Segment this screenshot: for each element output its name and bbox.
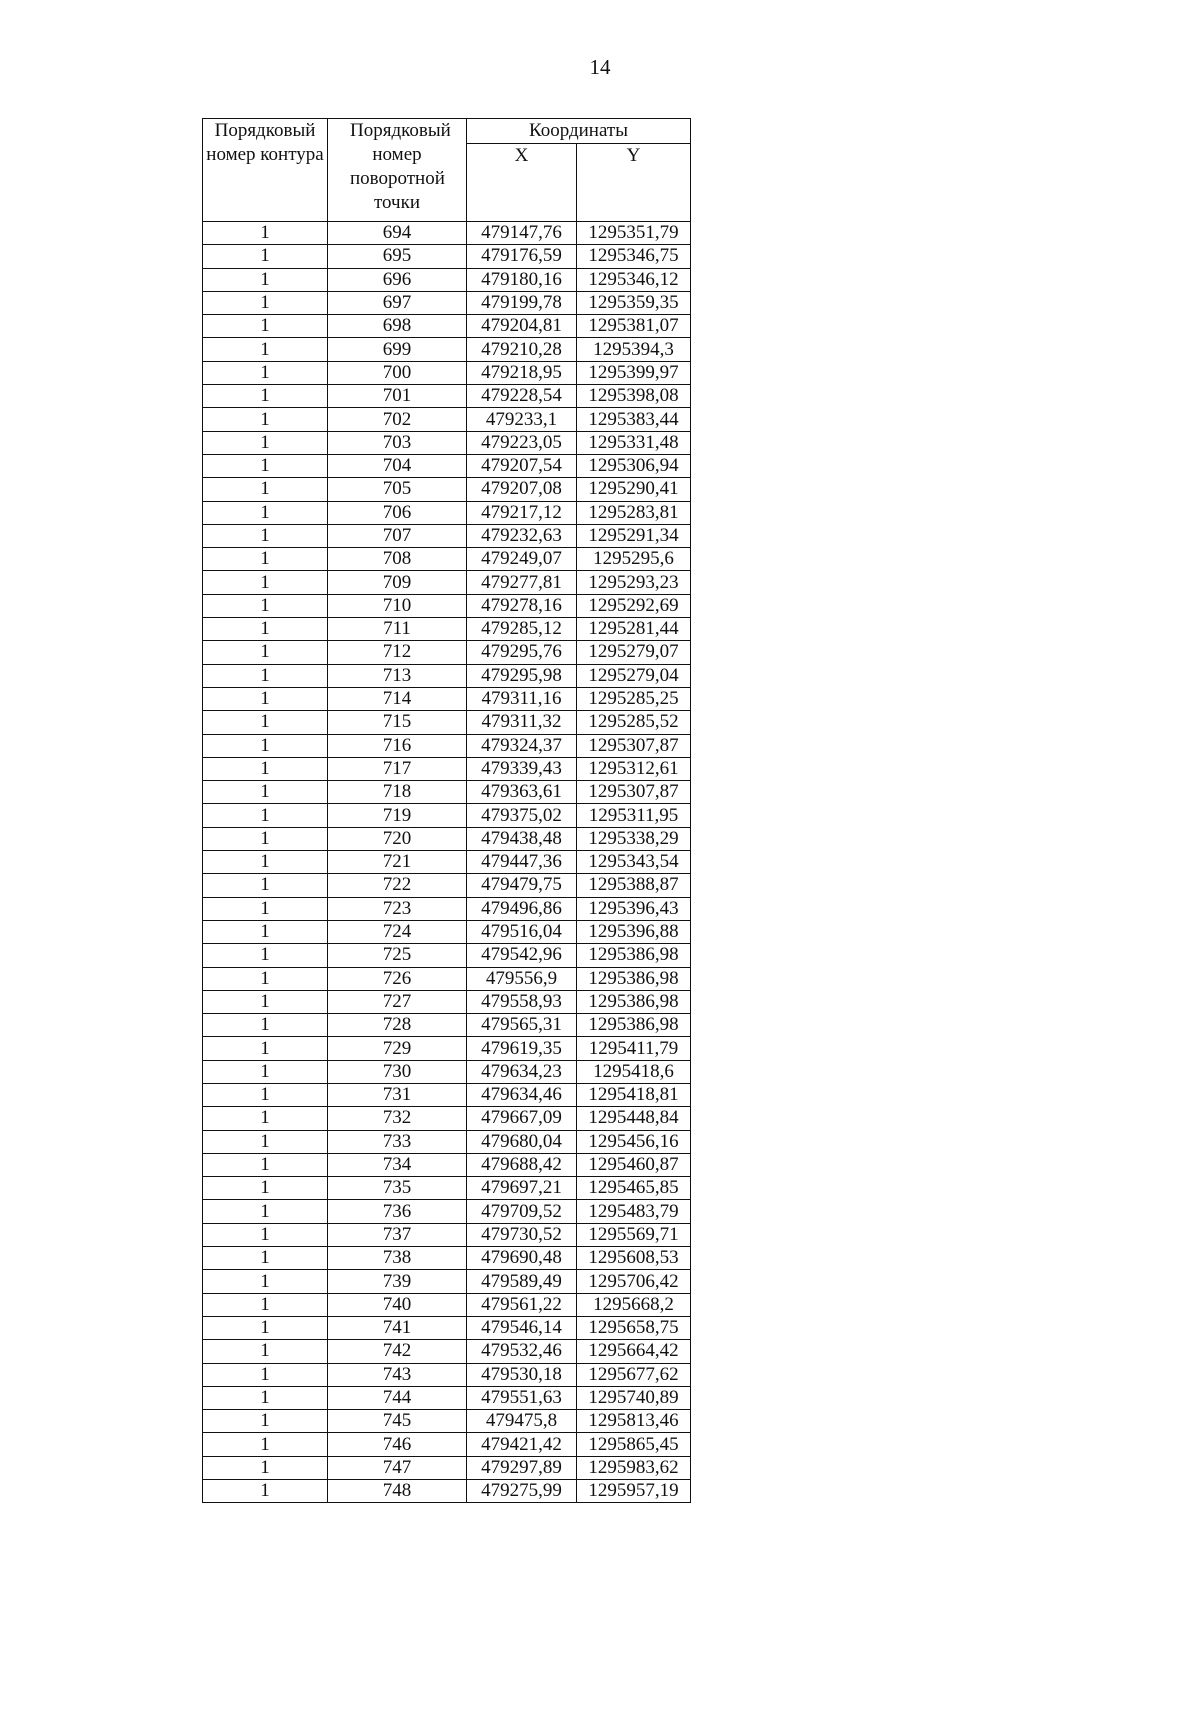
- contour-number-cell: 1: [203, 245, 328, 268]
- point-number-cell: 701: [328, 385, 467, 408]
- y-coordinate-cell: 1295307,87: [577, 734, 691, 757]
- y-coordinate-cell: 1295343,54: [577, 851, 691, 874]
- y-coordinate-cell: 1295411,79: [577, 1037, 691, 1060]
- point-number-cell: 746: [328, 1433, 467, 1456]
- contour-number-cell: 1: [203, 1014, 328, 1037]
- x-coordinate-cell: 479324,37: [467, 734, 577, 757]
- contour-number-cell: 1: [203, 990, 328, 1013]
- coordinates-table: [202, 118, 691, 1503]
- y-coordinate-cell: 1295813,46: [577, 1410, 691, 1433]
- contour-number-cell: 1: [203, 1223, 328, 1246]
- x-coordinate-cell: 479565,31: [467, 1014, 577, 1037]
- point-number-cell: 734: [328, 1153, 467, 1176]
- table-row: [203, 897, 691, 920]
- x-coordinate-cell: 479228,54: [467, 385, 577, 408]
- contour-number-cell: 1: [203, 431, 328, 454]
- contour-number-cell: 1: [203, 1410, 328, 1433]
- x-coordinate-cell: 479277,81: [467, 571, 577, 594]
- y-coordinate-cell: 1295569,71: [577, 1223, 691, 1246]
- x-coordinate-cell: 479199,78: [467, 291, 577, 314]
- y-coordinate-cell: 1295285,52: [577, 711, 691, 734]
- y-header: Y: [577, 144, 691, 222]
- contour-number-cell: 1: [203, 1433, 328, 1456]
- y-coordinate-cell: 1295386,98: [577, 990, 691, 1013]
- y-coordinate-cell: 1295293,23: [577, 571, 691, 594]
- point-number-cell: 709: [328, 571, 467, 594]
- point-number-cell: 732: [328, 1107, 467, 1130]
- contour-number-cell: 1: [203, 804, 328, 827]
- contour-number-cell: 1: [203, 501, 328, 524]
- y-coordinate-cell: 1295383,44: [577, 408, 691, 431]
- contour-number-cell: 1: [203, 268, 328, 291]
- contour-number-cell: 1: [203, 920, 328, 943]
- table-row: [203, 920, 691, 943]
- contour-number-cell: 1: [203, 827, 328, 850]
- table-row: [203, 944, 691, 967]
- y-coordinate-cell: 1295279,04: [577, 664, 691, 687]
- contour-number-cell: 1: [203, 1316, 328, 1339]
- point-number-cell: 695: [328, 245, 467, 268]
- point-number-cell: 720: [328, 827, 467, 850]
- contour-number-cell: 1: [203, 222, 328, 245]
- table-row: [203, 641, 691, 664]
- point-number-cell: 739: [328, 1270, 467, 1293]
- table-row: [203, 1316, 691, 1339]
- point-number-cell: 713: [328, 664, 467, 687]
- y-coordinate-cell: 1295291,34: [577, 524, 691, 547]
- table-row: [203, 1270, 691, 1293]
- x-coordinate-cell: 479375,02: [467, 804, 577, 827]
- y-coordinate-cell: 1295292,69: [577, 594, 691, 617]
- y-coordinate-cell: 1295448,84: [577, 1107, 691, 1130]
- table-row: [203, 827, 691, 850]
- point-number-cell: 738: [328, 1247, 467, 1270]
- contour-number-cell: 1: [203, 478, 328, 501]
- y-coordinate-cell: 1295418,81: [577, 1083, 691, 1106]
- contour-number-cell: 1: [203, 1480, 328, 1503]
- table-row: [203, 1340, 691, 1363]
- x-coordinate-cell: 479556,9: [467, 967, 577, 990]
- point-number-cell: 694: [328, 222, 467, 245]
- contour-number-cell: 1: [203, 1153, 328, 1176]
- table-row: [203, 408, 691, 431]
- x-coordinate-cell: 479297,89: [467, 1456, 577, 1479]
- contour-number-cell: 1: [203, 734, 328, 757]
- y-coordinate-cell: 1295396,43: [577, 897, 691, 920]
- contour-number-cell: 1: [203, 1107, 328, 1130]
- x-coordinate-cell: 479558,93: [467, 990, 577, 1013]
- contour-number-cell: 1: [203, 594, 328, 617]
- x-coordinate-cell: 479542,96: [467, 944, 577, 967]
- y-coordinate-cell: 1295483,79: [577, 1200, 691, 1223]
- x-coordinate-cell: 479438,48: [467, 827, 577, 850]
- point-number-cell: 699: [328, 338, 467, 361]
- y-coordinate-cell: 1295386,98: [577, 944, 691, 967]
- point-number-cell: 716: [328, 734, 467, 757]
- contour-number-cell: 1: [203, 338, 328, 361]
- table-row: [203, 501, 691, 524]
- table-row: [203, 851, 691, 874]
- contour-number-cell: 1: [203, 1293, 328, 1316]
- y-coordinate-cell: 1295664,42: [577, 1340, 691, 1363]
- y-coordinate-cell: 1295668,2: [577, 1293, 691, 1316]
- table-row: [203, 874, 691, 897]
- table-row: [203, 571, 691, 594]
- point-number-cell: 726: [328, 967, 467, 990]
- point-number-cell: 724: [328, 920, 467, 943]
- x-coordinate-cell: 479339,43: [467, 757, 577, 780]
- table-row: [203, 1433, 691, 1456]
- table-row: [203, 222, 691, 245]
- x-coordinate-cell: 479210,28: [467, 338, 577, 361]
- y-coordinate-cell: 1295418,6: [577, 1060, 691, 1083]
- y-coordinate-cell: 1295295,6: [577, 548, 691, 571]
- contour-number-cell: 1: [203, 1200, 328, 1223]
- table-row: [203, 245, 691, 268]
- table-row: [203, 478, 691, 501]
- x-coordinate-cell: 479688,42: [467, 1153, 577, 1176]
- y-coordinate-cell: 1295706,42: [577, 1270, 691, 1293]
- contour-number-cell: 1: [203, 1456, 328, 1479]
- x-coordinate-cell: 479218,95: [467, 361, 577, 384]
- table-header: [203, 119, 691, 222]
- point-number-cell: 714: [328, 687, 467, 710]
- x-coordinate-cell: 479233,1: [467, 408, 577, 431]
- contour-number-cell: 1: [203, 641, 328, 664]
- contour-number-cell: 1: [203, 781, 328, 804]
- x-coordinate-cell: 479546,14: [467, 1316, 577, 1339]
- point-number-cell: 708: [328, 548, 467, 571]
- x-coordinate-cell: 479634,46: [467, 1083, 577, 1106]
- contour-number-cell: 1: [203, 1083, 328, 1106]
- table-row: [203, 1247, 691, 1270]
- y-coordinate-cell: 1295290,41: [577, 478, 691, 501]
- table-row: [203, 1363, 691, 1386]
- y-coordinate-cell: 1295677,62: [577, 1363, 691, 1386]
- table-row: [203, 1060, 691, 1083]
- point-number-cell: 737: [328, 1223, 467, 1246]
- point-number-cell: 725: [328, 944, 467, 967]
- y-coordinate-cell: 1295386,98: [577, 967, 691, 990]
- point-number-cell: 744: [328, 1386, 467, 1409]
- contour-number-cell: 1: [203, 1037, 328, 1060]
- table-row: [203, 1293, 691, 1316]
- point-number-cell: 717: [328, 757, 467, 780]
- contour-number-cell: 1: [203, 944, 328, 967]
- x-coordinate-cell: 479204,81: [467, 315, 577, 338]
- table-row: [203, 315, 691, 338]
- contour-number-cell: 1: [203, 967, 328, 990]
- y-coordinate-cell: 1295658,75: [577, 1316, 691, 1339]
- contour-number-cell: 1: [203, 1340, 328, 1363]
- x-coordinate-cell: 479285,12: [467, 618, 577, 641]
- x-coordinate-cell: 479217,12: [467, 501, 577, 524]
- x-header: X: [467, 144, 577, 222]
- table-row: [203, 1153, 691, 1176]
- x-coordinate-cell: 479680,04: [467, 1130, 577, 1153]
- y-coordinate-cell: 1295283,81: [577, 501, 691, 524]
- table-row: [203, 268, 691, 291]
- y-coordinate-cell: 1295983,62: [577, 1456, 691, 1479]
- y-coordinate-cell: 1295388,87: [577, 874, 691, 897]
- table-row: [203, 804, 691, 827]
- contour-number-cell: 1: [203, 1270, 328, 1293]
- contour-number-cell: 1: [203, 524, 328, 547]
- point-number-cell: 705: [328, 478, 467, 501]
- point-number-cell: 719: [328, 804, 467, 827]
- y-coordinate-cell: 1295338,29: [577, 827, 691, 850]
- x-coordinate-cell: 479232,63: [467, 524, 577, 547]
- table-row: [203, 1083, 691, 1106]
- point-number-cell: 700: [328, 361, 467, 384]
- x-coordinate-cell: 479180,16: [467, 268, 577, 291]
- table-row: [203, 594, 691, 617]
- table-row: [203, 431, 691, 454]
- table-row: [203, 1037, 691, 1060]
- y-coordinate-cell: 1295396,88: [577, 920, 691, 943]
- table-row: [203, 1177, 691, 1200]
- y-coordinate-cell: 1295394,3: [577, 338, 691, 361]
- contour-number-cell: 1: [203, 408, 328, 431]
- x-coordinate-cell: 479207,08: [467, 478, 577, 501]
- x-coordinate-cell: 479516,04: [467, 920, 577, 943]
- x-coordinate-cell: 479619,35: [467, 1037, 577, 1060]
- contour-number-cell: 1: [203, 315, 328, 338]
- contour-number-cell: 1: [203, 711, 328, 734]
- table-row: [203, 1223, 691, 1246]
- table-body: [203, 222, 691, 1503]
- table-row: [203, 361, 691, 384]
- point-number-cell: 721: [328, 851, 467, 874]
- y-coordinate-cell: 1295359,35: [577, 291, 691, 314]
- table-row: [203, 524, 691, 547]
- contour-number-cell: 1: [203, 361, 328, 384]
- point-number-cell: 711: [328, 618, 467, 641]
- table-row: [203, 734, 691, 757]
- x-coordinate-cell: 479479,75: [467, 874, 577, 897]
- y-coordinate-cell: 1295740,89: [577, 1386, 691, 1409]
- y-coordinate-cell: 1295306,94: [577, 454, 691, 477]
- point-number-cell: 729: [328, 1037, 467, 1060]
- contour-number-cell: 1: [203, 1363, 328, 1386]
- table-row: [203, 338, 691, 361]
- table-row: [203, 967, 691, 990]
- contour-number-cell: 1: [203, 385, 328, 408]
- x-coordinate-cell: 479278,16: [467, 594, 577, 617]
- y-coordinate-cell: 1295465,85: [577, 1177, 691, 1200]
- contour-number-cell: 1: [203, 1247, 328, 1270]
- y-coordinate-cell: 1295381,07: [577, 315, 691, 338]
- x-coordinate-cell: 479223,05: [467, 431, 577, 454]
- point-number-cell: 745: [328, 1410, 467, 1433]
- point-number-cell: 718: [328, 781, 467, 804]
- contour-number-cell: 1: [203, 897, 328, 920]
- table-row: [203, 385, 691, 408]
- point-number-cell: 730: [328, 1060, 467, 1083]
- table-row: [203, 664, 691, 687]
- x-coordinate-cell: 479311,32: [467, 711, 577, 734]
- y-coordinate-cell: 1295281,44: [577, 618, 691, 641]
- y-coordinate-cell: 1295460,87: [577, 1153, 691, 1176]
- table-row: [203, 454, 691, 477]
- point-number-cell: 715: [328, 711, 467, 734]
- x-coordinate-cell: 479551,63: [467, 1386, 577, 1409]
- contour-number-header: Порядковый номер контура: [203, 119, 328, 222]
- point-number-header: Порядковый номер поворотной точки: [328, 119, 467, 222]
- point-number-cell: 712: [328, 641, 467, 664]
- point-number-cell: 706: [328, 501, 467, 524]
- contour-number-cell: 1: [203, 851, 328, 874]
- y-coordinate-cell: 1295346,12: [577, 268, 691, 291]
- contour-number-cell: 1: [203, 874, 328, 897]
- point-number-cell: 703: [328, 431, 467, 454]
- point-number-cell: 698: [328, 315, 467, 338]
- point-number-cell: 740: [328, 1293, 467, 1316]
- table-row: [203, 990, 691, 1013]
- point-number-cell: 702: [328, 408, 467, 431]
- table-row: [203, 757, 691, 780]
- table-row: [203, 1200, 691, 1223]
- contour-number-cell: 1: [203, 548, 328, 571]
- x-coordinate-cell: 479730,52: [467, 1223, 577, 1246]
- table-row: [203, 781, 691, 804]
- y-coordinate-cell: 1295331,48: [577, 431, 691, 454]
- y-coordinate-cell: 1295312,61: [577, 757, 691, 780]
- y-coordinate-cell: 1295456,16: [577, 1130, 691, 1153]
- point-number-cell: 743: [328, 1363, 467, 1386]
- contour-number-cell: 1: [203, 1130, 328, 1153]
- contour-number-cell: 1: [203, 1386, 328, 1409]
- point-number-cell: 696: [328, 268, 467, 291]
- point-number-cell: 707: [328, 524, 467, 547]
- x-coordinate-cell: 479311,16: [467, 687, 577, 710]
- point-number-cell: 704: [328, 454, 467, 477]
- point-number-cell: 747: [328, 1456, 467, 1479]
- point-number-cell: 748: [328, 1480, 467, 1503]
- x-coordinate-cell: 479530,18: [467, 1363, 577, 1386]
- y-coordinate-cell: 1295311,95: [577, 804, 691, 827]
- table-row: [203, 1107, 691, 1130]
- x-coordinate-cell: 479249,07: [467, 548, 577, 571]
- x-coordinate-cell: 479697,21: [467, 1177, 577, 1200]
- x-coordinate-cell: 479709,52: [467, 1200, 577, 1223]
- page-number: 14: [589, 55, 611, 79]
- y-coordinate-cell: 1295957,19: [577, 1480, 691, 1503]
- point-number-cell: 727: [328, 990, 467, 1013]
- y-coordinate-cell: 1295351,79: [577, 222, 691, 245]
- y-coordinate-cell: 1295399,97: [577, 361, 691, 384]
- x-coordinate-cell: 479589,49: [467, 1270, 577, 1293]
- y-coordinate-cell: 1295279,07: [577, 641, 691, 664]
- x-coordinate-cell: 479295,98: [467, 664, 577, 687]
- y-coordinate-cell: 1295608,53: [577, 1247, 691, 1270]
- point-number-cell: 741: [328, 1316, 467, 1339]
- y-coordinate-cell: 1295285,25: [577, 687, 691, 710]
- table-row: [203, 1480, 691, 1503]
- x-coordinate-cell: 479207,54: [467, 454, 577, 477]
- point-number-cell: 742: [328, 1340, 467, 1363]
- point-number-cell: 736: [328, 1200, 467, 1223]
- table-row: [203, 1456, 691, 1479]
- coordinates-header: Координаты: [467, 119, 691, 144]
- point-number-cell: 710: [328, 594, 467, 617]
- contour-number-cell: 1: [203, 291, 328, 314]
- x-coordinate-cell: 479532,46: [467, 1340, 577, 1363]
- y-coordinate-cell: 1295386,98: [577, 1014, 691, 1037]
- point-number-cell: 722: [328, 874, 467, 897]
- contour-number-cell: 1: [203, 1060, 328, 1083]
- x-coordinate-cell: 479275,99: [467, 1480, 577, 1503]
- x-coordinate-cell: 479295,76: [467, 641, 577, 664]
- contour-number-cell: 1: [203, 618, 328, 641]
- contour-number-cell: 1: [203, 757, 328, 780]
- x-coordinate-cell: 479447,36: [467, 851, 577, 874]
- x-coordinate-cell: 479496,86: [467, 897, 577, 920]
- x-coordinate-cell: 479176,59: [467, 245, 577, 268]
- table-row: [203, 1410, 691, 1433]
- x-coordinate-cell: 479421,42: [467, 1433, 577, 1456]
- contour-number-cell: 1: [203, 664, 328, 687]
- point-number-cell: 735: [328, 1177, 467, 1200]
- y-coordinate-cell: 1295865,45: [577, 1433, 691, 1456]
- y-coordinate-cell: 1295307,87: [577, 781, 691, 804]
- y-coordinate-cell: 1295398,08: [577, 385, 691, 408]
- contour-number-cell: 1: [203, 687, 328, 710]
- table-row: [203, 548, 691, 571]
- x-coordinate-cell: 479363,61: [467, 781, 577, 804]
- x-coordinate-cell: 479561,22: [467, 1293, 577, 1316]
- x-coordinate-cell: 479667,09: [467, 1107, 577, 1130]
- contour-number-cell: 1: [203, 454, 328, 477]
- x-coordinate-cell: 479475,8: [467, 1410, 577, 1433]
- contour-number-cell: 1: [203, 1177, 328, 1200]
- x-coordinate-cell: 479690,48: [467, 1247, 577, 1270]
- point-number-cell: 723: [328, 897, 467, 920]
- table-row: [203, 1130, 691, 1153]
- table-row: [203, 618, 691, 641]
- x-coordinate-cell: 479147,76: [467, 222, 577, 245]
- table-row: [203, 687, 691, 710]
- x-coordinate-cell: 479634,23: [467, 1060, 577, 1083]
- point-number-cell: 728: [328, 1014, 467, 1037]
- y-coordinate-cell: 1295346,75: [577, 245, 691, 268]
- table-row: [203, 1386, 691, 1409]
- point-number-cell: 697: [328, 291, 467, 314]
- table-row: [203, 1014, 691, 1037]
- contour-number-cell: 1: [203, 571, 328, 594]
- point-number-cell: 733: [328, 1130, 467, 1153]
- table-row: [203, 291, 691, 314]
- table-row: [203, 711, 691, 734]
- point-number-cell: 731: [328, 1083, 467, 1106]
